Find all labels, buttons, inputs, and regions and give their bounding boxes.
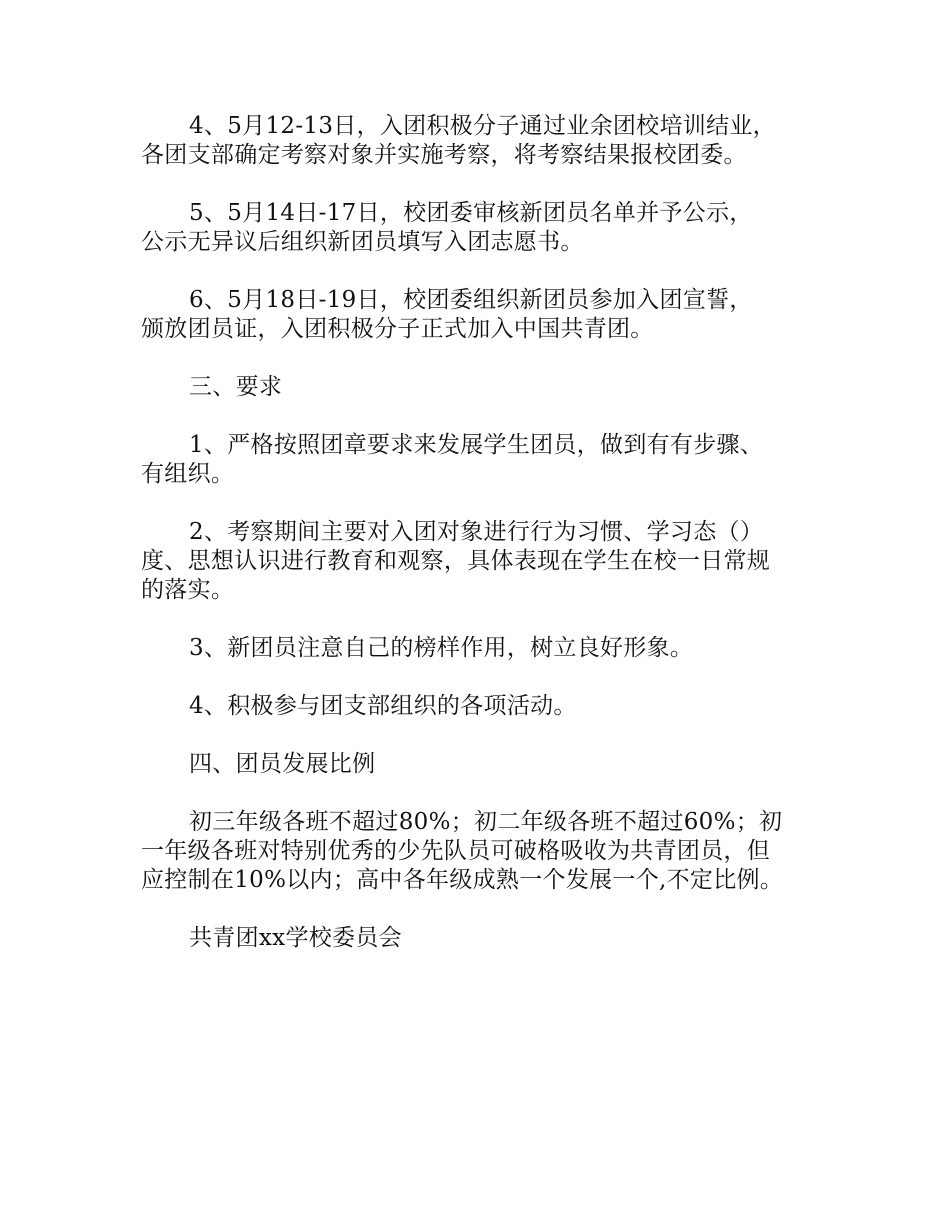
text-line: 度、思想认识进行教育和观察，具体表现在学生在校一日常规 xyxy=(141,548,771,574)
text-line: 4、5月12-13日，入团积极分子通过业余团校培训结业， xyxy=(189,113,776,139)
paragraph-ratio xyxy=(141,808,813,895)
section-heading-requirements xyxy=(141,373,813,402)
text-line: 四、团员发展比例 xyxy=(189,751,376,777)
text-line: 一年级各班对特别优秀的少先队员可破格吸收为共青团员，但 xyxy=(141,838,771,864)
text-line: 3、新团员注意自己的榜样作用，树立良好形象。 xyxy=(189,635,694,661)
document-body xyxy=(141,112,813,982)
text-line: 有组织。 xyxy=(141,461,235,487)
text-line: 2、考察期间主要对入团对象进行行为习惯、学习态（） xyxy=(189,519,764,545)
text-line: 共青团xx学校委员会 xyxy=(189,925,402,951)
text-line: 4、积极参与团支部组织的各项活动。 xyxy=(189,693,577,719)
paragraph-step-5 xyxy=(141,199,813,257)
text-line: 1、严格按照团章要求来发展学生团员，做到有有步骤、 xyxy=(189,432,764,458)
paragraph-step-4 xyxy=(141,112,813,170)
paragraph-requirement-2 xyxy=(141,518,813,605)
text-line: 5、5月14日-17日，校团委审核新团员名单并予公示， xyxy=(189,200,753,226)
paragraph-requirement-3 xyxy=(141,634,813,663)
text-line: 的落实。 xyxy=(141,577,235,603)
text-line: 三、要求 xyxy=(189,374,283,400)
paragraph-requirement-4 xyxy=(141,692,813,721)
signature-organization xyxy=(141,924,813,953)
paragraph-step-6 xyxy=(141,286,813,344)
section-heading-ratio xyxy=(141,750,813,779)
text-line: 初三年级各班不超过80%；初二年级各班不超过60%；初 xyxy=(189,809,783,835)
text-line: 各团支部确定考察对象并实施考察，将考察结果报校团委。 xyxy=(141,142,747,168)
text-line: 6、5月18日-19日，校团委组织新团员参加入团宣誓， xyxy=(189,287,753,313)
text-line: 公示无异议后组织新团员填写入团志愿书。 xyxy=(141,229,584,255)
paragraph-requirement-1 xyxy=(141,431,813,489)
text-line: 应控制在10%以内；高中各年级成熟一个发展一个,不定比例。 xyxy=(141,867,784,893)
text-line: 颁放团员证，入团积极分子正式加入中国共青团。 xyxy=(141,316,654,342)
